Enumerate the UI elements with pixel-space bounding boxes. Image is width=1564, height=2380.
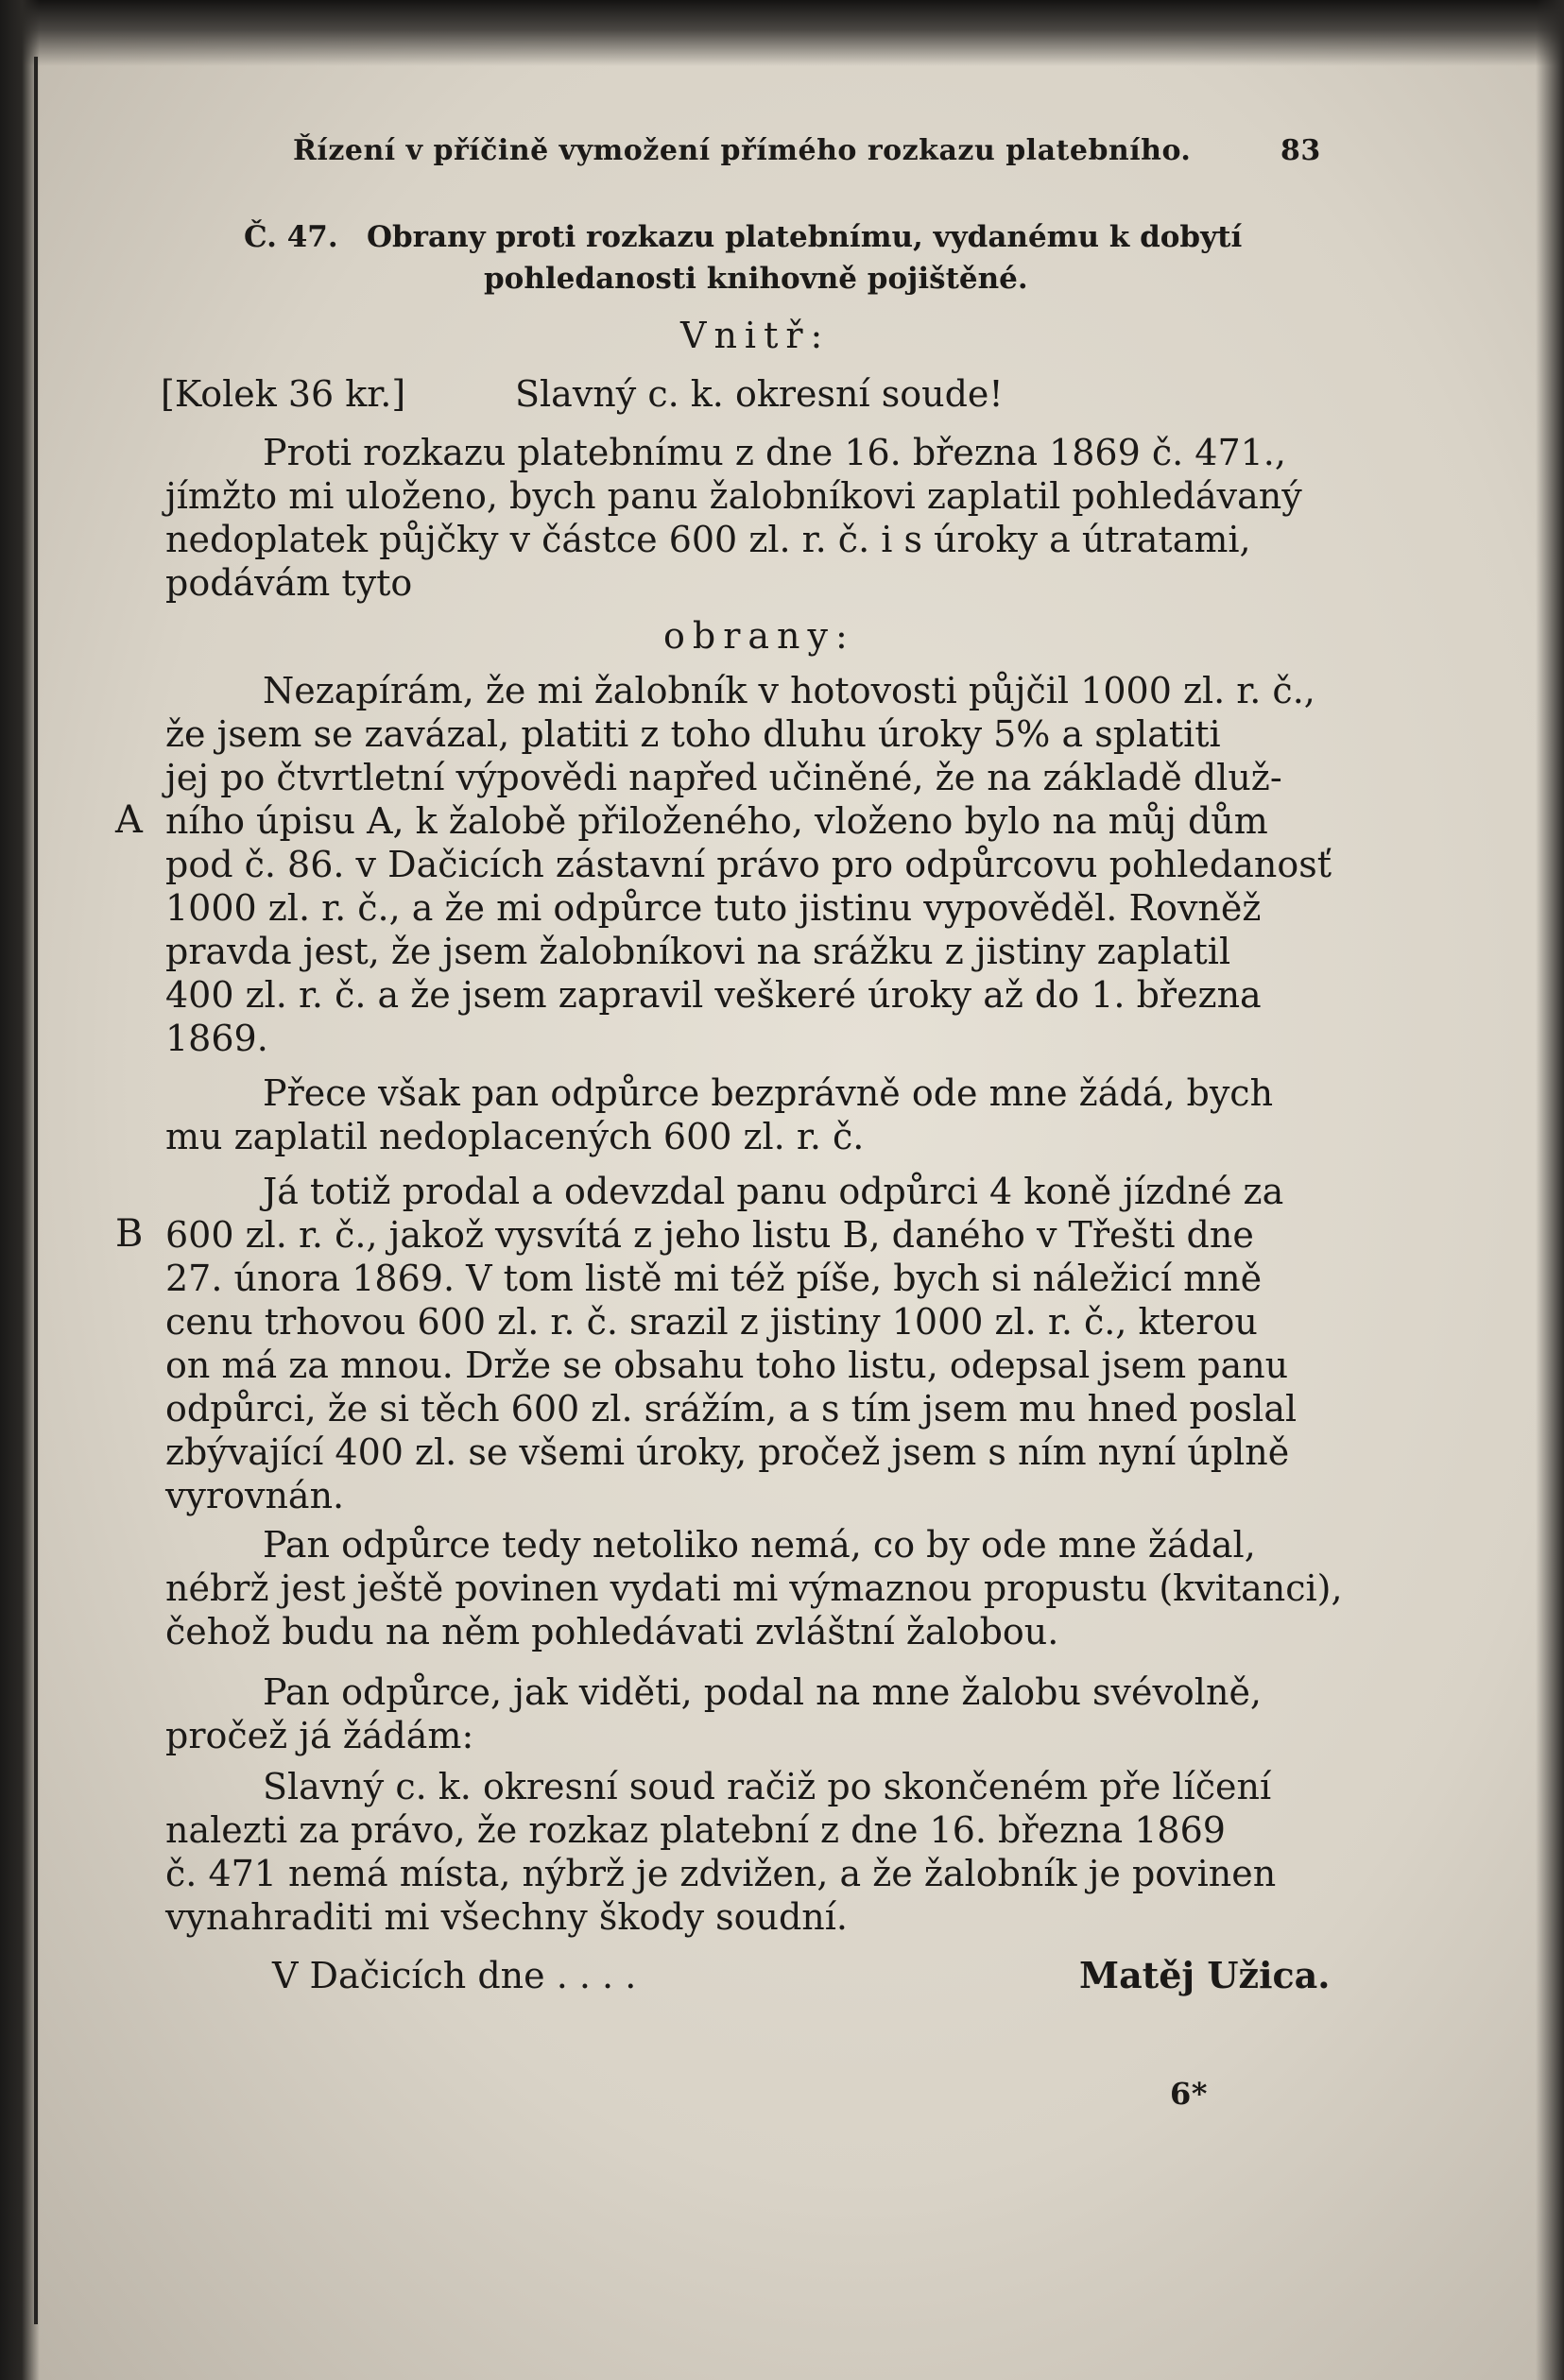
- para6-line-1: Slavný c. k. okresní soud račiž po skončeném pře líčení: [263, 1766, 1272, 1807]
- para3-line-2: 600 zl. r. č., jakož vysvítá z jeho listu B, daného v Třešti dne: [165, 1214, 1254, 1256]
- para3-line-5: on má za mnou. Drže se obsahu toho listu, odepsal jsem panu: [165, 1344, 1289, 1386]
- para3-line-4: cenu trhovou 600 zl. r. č. srazil z jistiny 1000 zl. r. č., kterou: [165, 1301, 1258, 1343]
- margin-note-b: B: [115, 1212, 144, 1256]
- para1-line-3: jej po čtvrtletní výpovědi napřed učiněné, že na základě dluž-: [165, 757, 1282, 798]
- para1-line-9: 1869.: [165, 1018, 268, 1059]
- para3-line-3: 27. února 1869. V tom listě mi též píše, bych si náležicí mně: [165, 1258, 1263, 1299]
- para1-line-5: pod č. 86. v Dačicích zástavní právo pro odpůrcovu pohledanosť: [165, 844, 1332, 885]
- page-number: 83: [1280, 134, 1321, 167]
- para1-line-2: že jsem se zavázal, platiti z toho dluhu úroky 5% a splatiti: [165, 713, 1221, 755]
- para6-line-2: nalezti za právo, že rozkaz platební z dne 16. března 1869: [165, 1809, 1226, 1851]
- para1-line-4: ního úpisu A, k žalobě přiloženého, vloženo bylo na můj dům: [165, 800, 1268, 842]
- signature-mark: 6*: [1170, 2076, 1208, 2112]
- para1-line-1: Nezapírám, že mi žalobník v hotovosti půjčil 1000 zl. r. č.,: [263, 670, 1315, 711]
- para2-line-2: mu zaplatil nedoplacených 600 zl. r. č.: [165, 1116, 865, 1157]
- section-number: Č. 47.: [244, 220, 338, 254]
- section-title-line2: pohledanosti knihovně pojištěné.: [484, 262, 1028, 296]
- vnitr-label: Vnitř:: [680, 315, 831, 356]
- gutter-line: [34, 57, 38, 2324]
- intro-line-2: jímžto mi uloženo, bych panu žalobníkovi zaplatil pohledávaný: [165, 475, 1302, 517]
- para5-line-2: pročež já žádám:: [165, 1715, 474, 1756]
- scan-shadow-top: [0, 0, 1564, 66]
- court-address: Slavný c. k. okresní soude!: [515, 373, 1004, 415]
- para2-line-1: Přece však pan odpůrce bezprávně ode mne žádá, bych: [263, 1072, 1274, 1114]
- para3-line-8: vyrovnán.: [165, 1475, 345, 1516]
- margin-note-a: A: [115, 798, 143, 842]
- para1-line-7: pravda jest, že jsem žalobníkovi na srážku z jistiny zaplatil: [165, 931, 1231, 972]
- para6-line-3: č. 471 nemá místa, nýbrž je zdvižen, a že žalobník je povinen: [165, 1853, 1277, 1894]
- para4-line-3: čehož budu na něm pohledávati zvláštní žalobou.: [165, 1611, 1059, 1652]
- para3-line-6: odpůrci, že si těch 600 zl. srážím, a s tím jsem mu hned poslal: [165, 1388, 1298, 1430]
- para3-line-7: zbývající 400 zl. se všemi úroky, pročež jsem s ním nyní úplně: [165, 1431, 1290, 1473]
- para1-line-6: 1000 zl. r. č., a že mi odpůrce tuto jistinu vypověděl. Rovněž: [165, 887, 1262, 929]
- para5-line-1: Pan odpůrce, jak viděti, podal na mne žalobu svévolně,: [263, 1671, 1263, 1713]
- stamp-note: [Kolek 36 kr.]: [161, 373, 406, 415]
- para4-line-2: nébrž jest ještě povinen vydati mi výmaznou propustu (kvitanci),: [165, 1567, 1343, 1609]
- obrany-heading: obrany:: [663, 615, 855, 657]
- para1-line-8: 400 zl. r. č. a že jsem zapravil veškeré úroky až do 1. března: [165, 974, 1262, 1016]
- intro-line-1: Proti rozkazu platebnímu z dne 16. března 1869 č. 471.,: [263, 432, 1286, 473]
- running-title: Řízení v příčině vymožení přímého rozkazu platebního.: [293, 134, 1192, 167]
- scan-shadow-right: [1536, 0, 1564, 2380]
- place-date: V Dačicích dne . . . .: [272, 1955, 637, 1996]
- intro-line-4: podávám tyto: [165, 562, 413, 604]
- section-title-line1: Obrany proti rozkazu platebnímu, vydanému k dobytí: [367, 220, 1243, 254]
- para4-line-1: Pan odpůrce tedy netoliko nemá, co by ode mne žádal,: [263, 1524, 1256, 1566]
- signature: Matěj Užica.: [1079, 1954, 1331, 1996]
- para6-line-4: vynahraditi mi všechny škody soudní.: [165, 1896, 848, 1938]
- intro-line-3: nedoplatek půjčky v částce 600 zl. r. č. i s úroky a útratami,: [165, 519, 1251, 560]
- para3-line-1: Já totiž prodal a odevzdal panu odpůrci 4 koně jízdné za: [263, 1171, 1284, 1212]
